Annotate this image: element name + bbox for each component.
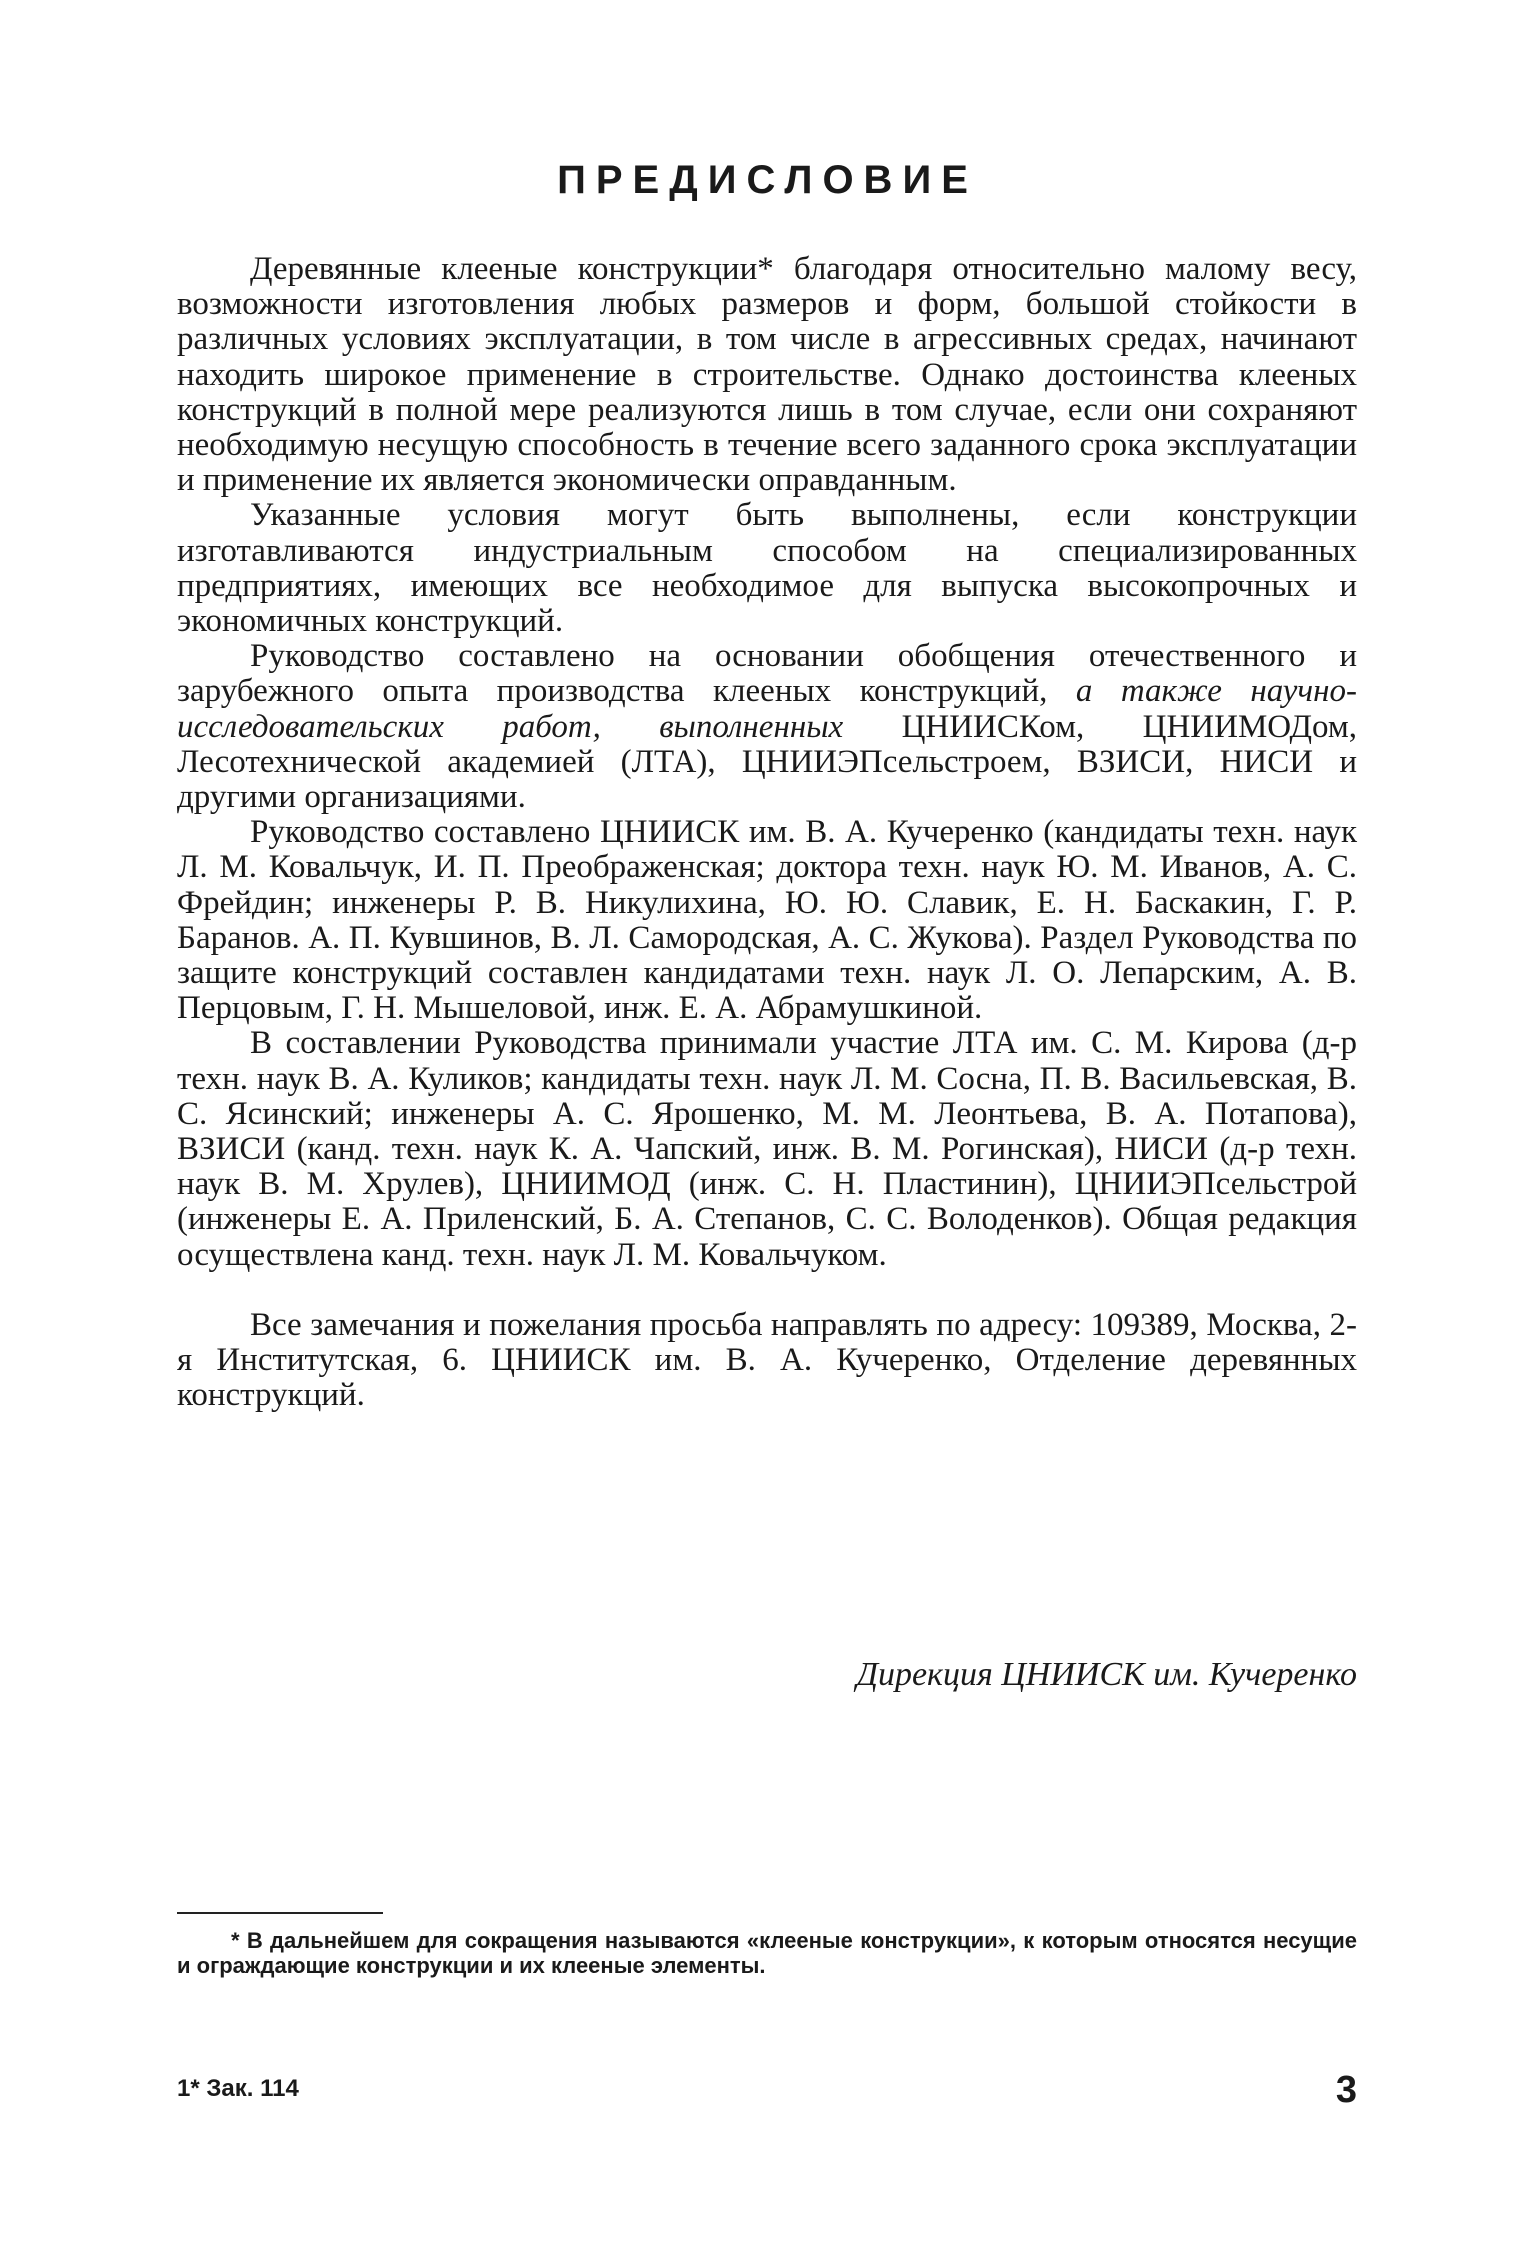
- paragraph-contact: Все замечания и пожелания просьба направлять по адресу: 109389, Москва, 2-я Институтская, 6. ЦНИИСК им. В. А. Кучеренко, Отделение деревянных конструкций.: [177, 1306, 1357, 1414]
- paragraph-basis-italic: а также научно-исследовательских работ, выполненных: [177, 673, 1358, 745]
- paragraph-authors: Руководство составлено ЦНИИСК им. В. А. Кучеренко (кандидаты техн. наук Л. М. Ковальчук, И. П. Преображенская; доктора техн. наук Ю. М. Иванов, А. С. Фрейдин; инженеры Р. В. Никулихина, Ю. Ю. Славик, Е. Н. Баскакин, Г. Р. Баранов. А. П. Кувшинов, В. Л. Самородская, А. С. Жукова). Раздел Руководства по защите конструкций составлен кандидатами техн. наук Л. О. Лепарским, А. В. Перцовым, Г. Н. Мышеловой, инж. Е. А. Абрамушкиной.: [177, 814, 1357, 1027]
- page-title: ПРЕДИСЛОВИЕ: [557, 158, 978, 202]
- paragraph-basis-start: Руководство составлено на основании обобщения отечественного и зарубежного опыта производства клееных конструкций,: [177, 638, 1357, 710]
- order-mark: 1* Зак. 114: [177, 2075, 299, 2102]
- footnote-divider: [177, 1912, 383, 1914]
- paragraph-participants: В составлении Руководства принимали участие ЛТА им. С. М. Кирова (д-р техн. наук В. А. Куликов; кандидаты техн. наук Л. М. Сосна, П. В. Васильевская, В. С. Ясинский; инженеры А. С. Ярошенко, М. М. Леонтьева, В. А. Потапова), ВЗИСИ (канд. техн. наук К. А. Чапский, инж. В. М. Рогинская), НИСИ (д-р техн. наук В. М. Хрулев), ЦНИИМОД (инж. С. Н. Пластинин), ЦНИИЭПсельстрой (инженеры Е. А. Приленский, Б. А. Степанов, С. С. Володенков). Общая редакция осуществлена канд. техн. наук Л. М. Ковальчуком.: [177, 1025, 1357, 1273]
- signature: Дирекция ЦНИИСК им. Кучеренко: [856, 1656, 1357, 1693]
- footnote: * В дальнейшем для сокращения называются «клееные конструкции», к которым относятся несущие и ограждающие конструкции и их клееные элементы.: [177, 1928, 1357, 1978]
- paragraph-conditions: Указанные условия могут быть выполнены, если конструкции изготавливаются индустриальным способом на специализированных предприятиях, имеющих все необходимое для выпуска высокопрочных и экономичных конструкций.: [177, 497, 1357, 640]
- paragraph-intro: Деревянные клееные конструкции* благодаря относительно малому весу, возможности изготовления любых размеров и форм, большой стойкости в различных условиях эксплуатации, в том числе в агрессивных средах, начинают находить широкое применение в строительстве. Однако достоинства клееных конструкций в полной мере реализуются лишь в том случае, если они сохраняют необходимую несущую способность в течение всего заданного срока эксплуатации и применение их является экономически оправданным.: [177, 251, 1357, 499]
- paragraph-basis: [177, 639, 1357, 815]
- page-number: 3: [1335, 2069, 1357, 2111]
- paragraph-basis-end: ЦНИИСКом, ЦНИИМОДом, Лесотехнической академией (ЛТА), ЦНИИЭПсельстроем, ВЗИСИ, НИСИ и другими организациями.: [177, 708, 1357, 816]
- preface-body: [177, 252, 1357, 1414]
